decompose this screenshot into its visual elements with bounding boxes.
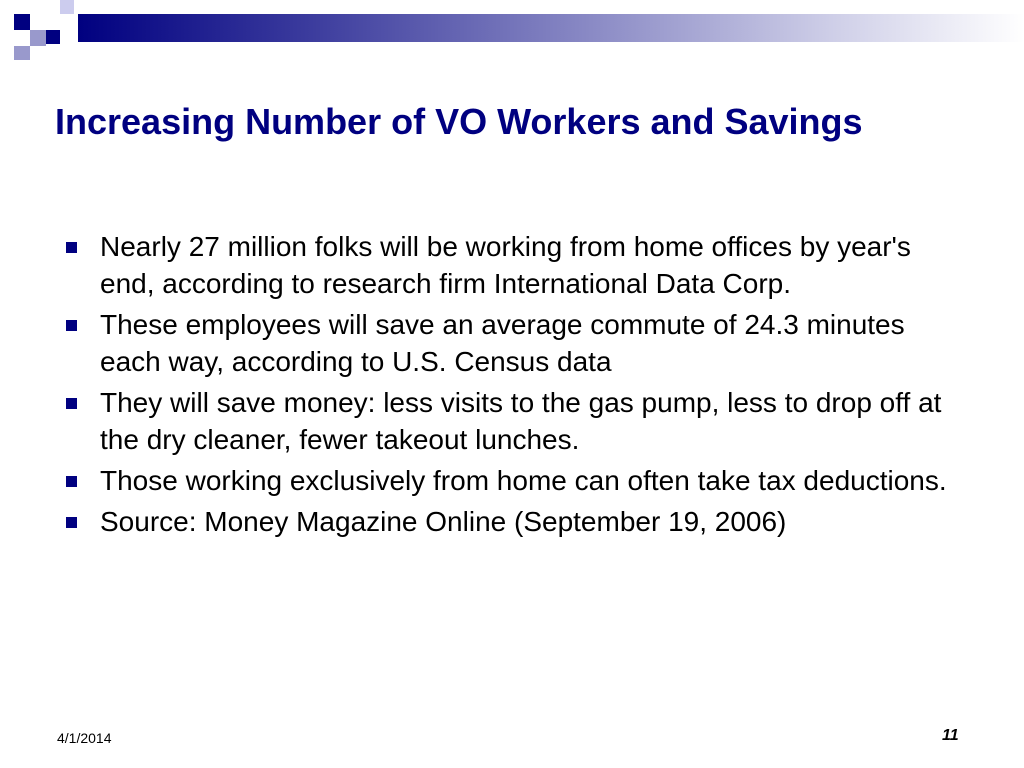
slide-title: Increasing Number of VO Workers and Savings	[55, 101, 863, 142]
decor-square-lavender-bottom	[14, 46, 30, 60]
square-bullet-icon	[66, 320, 77, 331]
bullet-list	[64, 228, 964, 544]
bullet-item	[64, 462, 964, 499]
bullet-text: Those working exclusively from home can often take tax deductions.	[100, 465, 947, 496]
bullet-text: Nearly 27 million folks will be working from home offices by year's end, according to research firm International Data Corp.	[100, 231, 911, 299]
bullet-text: They will save money: less visits to the gas pump, less to drop off at the dry cleaner, fewer takeout lunches.	[100, 387, 942, 455]
header-gradient-bar	[78, 14, 1024, 42]
decor-square-pale-top	[60, 0, 74, 14]
decor-square-navy-top	[14, 14, 30, 30]
bullet-item	[64, 384, 964, 458]
decor-square-navy-mid	[46, 30, 60, 44]
bullet-text: Source: Money Magazine Online (September 19, 2006)	[100, 506, 787, 537]
bullet-item	[64, 228, 964, 302]
square-bullet-icon	[66, 476, 77, 487]
square-bullet-icon	[66, 242, 77, 253]
square-bullet-icon	[66, 517, 77, 528]
bullet-item	[64, 503, 964, 540]
square-bullet-icon	[66, 398, 77, 409]
page-number: 11	[942, 727, 959, 744]
footer-date: 4/1/2014	[57, 730, 112, 746]
decor-square-lavender-mid	[30, 30, 46, 46]
bullet-item	[64, 306, 964, 380]
bullet-text: These employees will save an average commute of 24.3 minutes each way, according to U.S. Census data	[100, 309, 905, 377]
